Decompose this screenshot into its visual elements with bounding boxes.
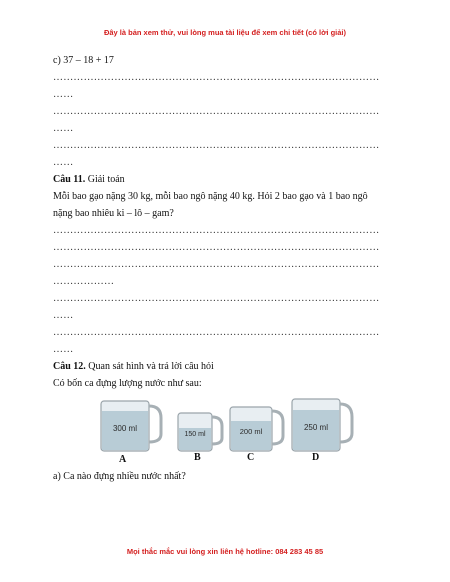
question-11-text-line-1: Mỗi bao gạo nặng 30 kg, mỗi bao ngô nặng 40 kg. Hỏi 2 bao gạo và 1 bao ngô [53, 191, 368, 202]
exercise-c-expression: c) 37 – 18 + 17 [53, 55, 114, 66]
jug-b-letter: B [194, 452, 201, 463]
measuring-jug-c [227, 404, 287, 454]
answer-line: …………………………………………………………………………………… [53, 225, 380, 236]
question-12-title: Quan sát hình và trả lời câu hỏi [88, 361, 214, 372]
preview-notice: Đây là bản xem thử, vui lòng mua tài liệu để xem chi tiết (có lời giải) [103, 28, 347, 37]
answer-line: …… [53, 89, 74, 100]
measuring-jug-b [175, 410, 225, 454]
answer-line: ……………… [53, 276, 115, 287]
answer-line: …… [53, 344, 74, 355]
answer-line: …………………………………………………………………………………… [53, 327, 380, 338]
answer-line: …… [53, 310, 74, 321]
jug-c-volume-label: 200 ml [239, 427, 263, 436]
question-12-intro: Có bốn ca đựng lượng nước như sau: [53, 378, 202, 389]
jug-d-volume-label: 250 ml [303, 423, 329, 432]
question-11-title: Giải toán [87, 174, 125, 185]
answer-line: …………………………………………………………………………………… [53, 259, 380, 270]
question-12-heading [53, 358, 398, 375]
question-11-label: Câu 11. [53, 174, 86, 185]
answer-line: …… [53, 157, 74, 168]
answer-line: …………………………………………………………………………………… [53, 242, 380, 253]
answer-line: …………………………………………………………………………………… [53, 72, 380, 83]
hotline-notice: Mọi thắc mắc vui lòng xin liên hệ hotline: 084 283 45 85 [126, 547, 324, 556]
question-12-part-a: a) Ca nào đựng nhiều nước nhất? [53, 471, 186, 482]
jug-a-letter: A [119, 454, 127, 465]
measuring-jugs-figure [53, 396, 398, 464]
question-12-label: Câu 12. [53, 361, 86, 372]
measuring-jug-a [97, 398, 165, 454]
jug-a-volume-label: 300 ml [112, 424, 138, 433]
worksheet-content [53, 52, 398, 485]
answer-line: …… [53, 123, 74, 134]
question-11-text-line-2: nặng bao nhiêu ki – lô – gam? [53, 208, 174, 219]
jug-d-letter: D [312, 452, 320, 463]
answer-line: …………………………………………………………………………………… [53, 106, 380, 117]
jug-c-letter: C [247, 452, 255, 463]
measuring-jug-d [289, 396, 357, 454]
jug-b-volume-label: 150 ml [184, 431, 206, 438]
question-11-heading [53, 171, 398, 188]
answer-line: …………………………………………………………………………………… [53, 140, 380, 151]
answer-line: …………………………………………………………………………………… [53, 293, 380, 304]
